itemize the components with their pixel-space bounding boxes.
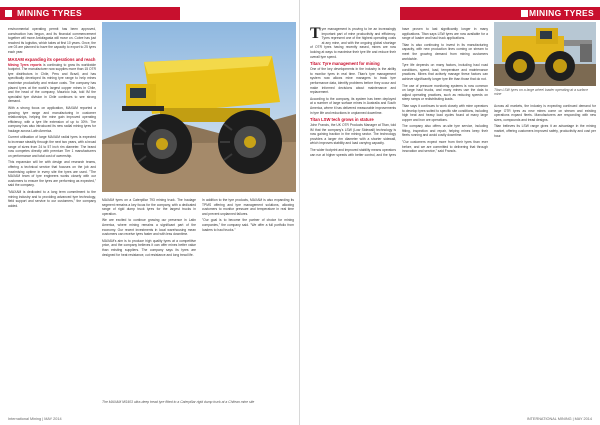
paragraph: We are excited to continue growing our presence in Latin America, where mining remains a significant part of the economy. Our recent investments in local warehousing mean customers can receive tyres faster and with less downtime.: [102, 218, 196, 237]
paragraph: Mining Tyres reports is continuing to grow its worldwide footprint. The manufacturer now supplies more than 15 OTR tyre distributors in Chile, Peru and Brazil, and has specifically developed its mining tyre range to help mines maximise productivity and reduce costs. The company has placed tyres at the world's largest copper mines in Chile, and the head of the company, Mauricio Isla, told IM the specialist tyre division in Chile continues to see strong demand.: [8, 62, 97, 104]
paragraph: MAXAM's aim is to produce high quality tyres at a competitive price, and the company believes it can offer mines better value than existing suppliers. The company says its tyres are designed for heat resistance, cut resistance and long tread life.: [102, 238, 196, 257]
paragraph: "MAXAM is dedicated to a long term commitment to the mining industry and to providing advanced tyre technology, field support and service to our customers," the company added.: [8, 190, 96, 208]
paragraph: With a strong focus on application, MAXAM reported a growing tyre range and manufacturing in customer relationships, helping the mine gain improved operating efficiency, with a tyre life extension of up to 30%. The company has also introduced its new radial mining tyres for haulage across Latin America.: [8, 105, 96, 133]
section-header-right: [400, 7, 600, 20]
paragraph: "Our goal is to become the partner of choice for mining companies," the company said. "We offer a full portfolio from loaders to haul trucks.": [202, 218, 294, 232]
paragraph: MAXAM tyres on a Caterpillar 793 mining truck. The haulage segment remains a key focus for the company, with a dedicated range of rigid dump truck tyres for the largest trucks in operation.: [102, 198, 196, 216]
paragraph: John Francis, the UK OTR Products Manager at Titan, told IM that the company's LSW (Low Sidewall) technology is now gaining traction in the mining sector. The technology provides a larger rim diameter with a shorter sidewall, which improves stability and load carrying capacity.: [310, 123, 396, 146]
paragraph: environmental operating permit has been approved, construction has begun, and its financial commencement together will move Antofagasta will move on. Cobre has just reached its logistics, which takes at first 10 years. Once, the ore 03 are planned to have the capacity to export to 25 tyres each year.: [8, 27, 96, 54]
paragraph: The use of pressure monitoring systems is now common on large haul trucks, and many mines use the data to adjust operating practices, such as reducing speeds on steep ramps or redistributing loads.: [402, 83, 488, 102]
section-title: MINING TYRES: [17, 8, 82, 18]
lead-in: Mining Tyres reports: [8, 62, 42, 67]
section-title: MINING TYRES: [529, 8, 594, 18]
paragraph: Across all markets, the industry is expecting continued demand for large OTR tyres as new mines come on stream and existing operations expand fleets. Manufacturers are responding with new sizes, compounds and tread designs.: [494, 104, 596, 122]
header-square-icon: [521, 10, 528, 17]
paragraph: In addition to the tyre products, MAXAM is also expanding its TPMS offering and tyre management solutions, allowing customers to monitor pressure and temperature in real time and prevent unplanned failures.: [202, 198, 294, 216]
paragraph: "Our customers expect more from their tyres than ever before, and we are committed to delivering that through innovation and service," said Francis.: [402, 140, 488, 154]
mining-truck-photo: [102, 22, 296, 192]
loader-tyre-photo: [494, 22, 596, 86]
paragraph: According to the company, its system has been deployed at a number of large surface mines in Australia and South America, where it has delivered measurable improvements in tyre life and reductions in unplanned downtime.: [310, 96, 396, 115]
paragraph: Tyre life depends on many factors, including haul road conditions, speed, load, temperature and maintenance practices. Mines that actively manage these factors can achieve significantly longer tyre life than those that do not.: [402, 63, 488, 81]
right-column-3: [494, 104, 596, 140]
paragraph: Titan is also continuing to invest in its manufacturing capacity, with new production lines coming on stream to meet the growing demand from mining customers worldwide.: [402, 42, 488, 61]
left-column-3: [202, 198, 294, 234]
paragraph: Titan believes its LSW range gives it an advantage in the mining market, offering customers improved safety, productivity and cost per hour.: [494, 124, 596, 138]
paragraph: The wider footprint and improved stability means operators can run at higher speeds with better control, and the tyres have proven to last significantly longer in many applications. Titan says LSW tyres are now available for a range of loader and haul truck applications.: [310, 27, 488, 157]
section-header-left: [0, 7, 180, 20]
right-page: [300, 0, 600, 425]
subheading: Titan LSW tech grows in stature: [310, 117, 374, 123]
page-footer-right: INTERNATIONAL MINING | MAY 2014: [526, 417, 592, 421]
left-column-2: [102, 198, 196, 259]
subheading: Titan: Tyre management for mining: [310, 61, 380, 67]
photo-caption-right: Titan LSW tyres on a large wheel loader operating at a surface mine: [494, 88, 589, 97]
paragraph: Current utilisation of large MAXAM radial tyres is expected to increase steadily through the next two years, with a broad range of sizes from 24 to 57 inch rim diameter. The brand now competes directly with premium Tier 1 manufacturers on performance and total cost of ownership.: [8, 135, 96, 158]
loader-tyre-image: [494, 22, 596, 86]
left-column-1: [8, 27, 96, 210]
mining-truck-image: [102, 22, 296, 192]
subheading: MAXAM expanding its operations and reach: [8, 56, 96, 62]
drop-cap: T: [310, 25, 321, 42]
photo-caption-left: The MAXAM MS403 ultra-deep tread tyre fitted to a Caterpillar rigid dump truck at a Chilean mine site: [102, 400, 255, 404]
paragraph: The company also offers on-site tyre service, including fitting, inspection and repair, helping mines keep their fleets running and avoid costly downtime.: [402, 124, 488, 138]
right-main-columns: [310, 27, 488, 157]
paragraph: Titan says it continues to work closely with mine operators to develop tyres suited to specific site conditions, including high heat and heavy load cycles found at many large copper and iron ore operations.: [402, 103, 488, 122]
paragraph: This expansion will be with design and research teams, offering a technical service that focuses on the job and maximising uptime in every site the tyres are used. "The MAXAM team of tyre engineers works closely with our customers to ensure the tyres are performing as expected," said the company.: [8, 160, 96, 188]
header-square-icon: [5, 10, 12, 17]
paragraph: Tyre management is proving to be an increasingly important part of mine productivity and efficiency. Tyres represent one of the highest operating costs at any mine, and with the ongoing global shortage of OTR tyres having recently eased, mines are now looking at ways to maximise their tyre life and reduce their overall tyre spend.: [310, 25, 396, 59]
paragraph: One of the key developments in the industry is the ability to monitor tyres in real time. Titan's tyre management system now allows mine managers to track tyre performance data, identify problems before they occur and make informed decisions about maintenance and replacement.: [310, 67, 396, 95]
page-footer-left: International Mining | MAY 2014: [8, 417, 62, 421]
